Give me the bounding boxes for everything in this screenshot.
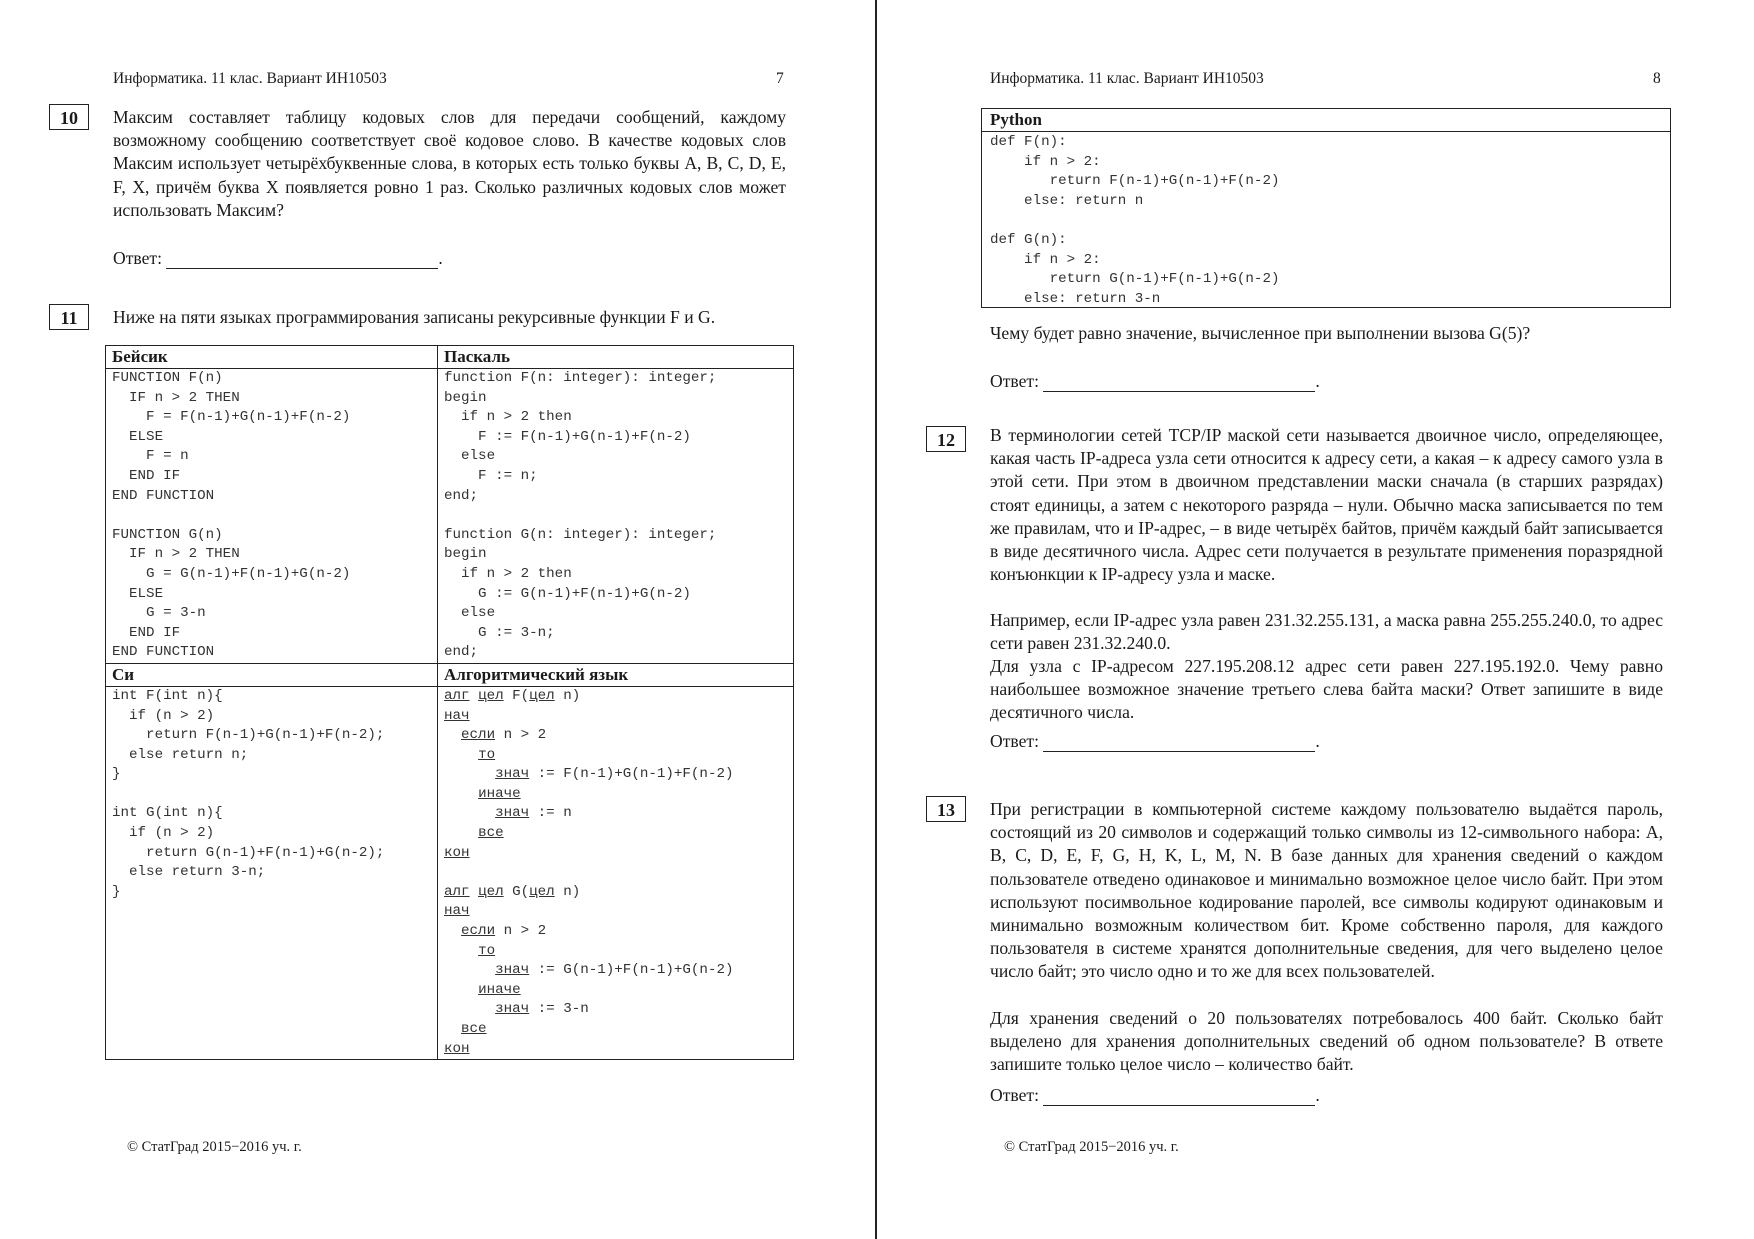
task-11-intro: Ниже на пяти языках программирования записаны рекурсивные функции F и G.	[113, 307, 716, 327]
task-13-question: Для хранения сведений о 20 пользователях потребовалось 400 байт. Сколько байт выделено для хранения дополнительных сведений об одном пользователе? В ответе запишите только целое число – количество байт.	[990, 1008, 1663, 1075]
alg-code: алг цел F(цел n) нач если n > 2 то знач := F(n-1)+G(n-1)+F(n-2) иначе знач := n все кон алг цел G(цел n) нач если n > 2 то знач := G(n-1)+F(n-1)+G(n-2) иначе знач := 3-n все кон	[444, 687, 734, 1057]
python-code-box	[981, 108, 1671, 308]
c-code: int F(int n){ if (n > 2) return F(n-1)+G(n-1)+F(n-2); else return n; } int G(int n){ if (n > 2) return G(n-1)+F(n-1)+G(n-2); else return 3-n; }	[112, 687, 385, 900]
task-13-answer: Ответ: .	[990, 1085, 1320, 1105]
task-12-answer: Ответ: .	[990, 731, 1320, 751]
footer-copyright: © СтатГрад 2015−2016 уч. г.	[127, 1139, 302, 1155]
answer-line[interactable]	[1043, 1087, 1315, 1106]
answer-label: Ответ:	[990, 731, 1039, 751]
basic-title: Бейсик	[106, 346, 438, 369]
page-header-title: Информатика. 11 клас. Вариант ИН10503	[113, 70, 387, 87]
page-header-title: Информатика. 11 клас. Вариант ИН10503	[990, 70, 1264, 87]
answer-label: Ответ:	[990, 1085, 1039, 1105]
footer-copyright: © СтатГрад 2015−2016 уч. г.	[1004, 1139, 1179, 1155]
task-12-question: Для узла с IP-адресом 227.195.208.12 адрес сети равен 227.195.192.0. Чему равно наибольшее возможное значение третьего слева байта маски? Ответ запишите в виде десятичного числа.	[990, 656, 1663, 723]
python-title: Python	[982, 109, 1670, 132]
task-12-example: Например, если IP-адрес узла равен 231.32.255.131, а маска равна 255.255.240.0, то адрес сети равен 231.32.240.0.	[990, 610, 1663, 654]
page-8	[877, 0, 1754, 1239]
task-number-11: 11	[49, 304, 89, 330]
task-10-answer: Ответ: .	[113, 248, 443, 268]
answer-label: Ответ:	[113, 248, 162, 268]
task-13-text: При регистрации в компьютерной системе каждому пользователю выдаётся пароль, состоящий из 20 символов и содержащий только символы из 12-символьного набора: A, B, C, D, E, F, G, H, K, L, M, N. В базе данных для хранения сведений о каждом пользователе отведено одинаковое и минимально возможное целое число байт. При этом используют посимвольное кодирование паролей, все символы кодируют одинаковым и минимально возможным количеством бит. Кроме собственно пароля, для каждого пользователя в системе хранятся дополнительные сведения, для чего выделено целое число байт; это число одно и то же для всех пользователей.	[990, 799, 1663, 982]
answer-label: Ответ:	[990, 371, 1039, 391]
task-number-13: 13	[926, 796, 966, 822]
page-number: 8	[1653, 70, 1661, 87]
code-table	[105, 345, 794, 1060]
alg-title: Алгоритмический язык	[438, 663, 794, 686]
task-number-10: 10	[49, 104, 89, 130]
task-number-12: 12	[926, 426, 966, 452]
task-11-answer: Ответ: .	[990, 371, 1320, 391]
task-10-text: Максим составляет таблицу кодовых слов для передачи сообщений, каждому возможному сообщению соответствует своё кодовое слово. В качестве кодовых слов Максим использует четырёхбуквенные слова, в которых есть только буквы A, B, C, D, E, F, X, причём буква X появляется ровно 1 раз. Сколько различных кодовых слов может использовать Максим?	[113, 107, 786, 220]
answer-line[interactable]	[1043, 733, 1315, 752]
task-12-text: В терминологии сетей TCP/IP маской сети называется двоичное число, определяющее, какая часть IP-адреса узла сети относится к адресу сети, а какая – к адресу самого узла в этой сети. При этом в двоичном представлении маски сначала (в старших разрядах) стоят единицы, а затем с некоторого разряда – нули. Обычно маска записывается по тем же правилам, что и IP-адрес, – в виде четырёх байтов, причём каждый байт записывается в виде десятичного числа. Адрес сети получается в результате применения поразрядной конъюнкции к IP-адресу узла и маске.	[990, 425, 1663, 585]
c-title: Си	[106, 663, 438, 686]
basic-code: FUNCTION F(n) IF n > 2 THEN F = F(n-1)+G(n-1)+F(n-2) ELSE F = n END IF END FUNCTION FUNCTION G(n) IF n > 2 THEN G = G(n-1)+F(n-1)+G(n-2) ELSE G = 3-n END IF END FUNCTION	[112, 370, 351, 661]
pascal-title: Паскаль	[438, 346, 794, 369]
python-code: def F(n): if n > 2: return F(n-1)+G(n-1)+F(n-2) else: return n def G(n): if n > 2: return G(n-1)+F(n-1)+G(n-2) else: return 3-n	[990, 134, 1280, 307]
answer-line[interactable]	[166, 250, 438, 269]
task-11-question: Чему будет равно значение, вычисленное при выполнении вызова G(5)?	[990, 323, 1531, 343]
pascal-code: function F(n: integer): integer; begin if n > 2 then F := F(n-1)+G(n-1)+F(n-2) else F := n; end; function G(n: integer): integer; begin if n > 2 then G := G(n-1)+F(n-1)+G(n-2) else G := 3-n; end;	[444, 370, 717, 661]
answer-line[interactable]	[1043, 373, 1315, 392]
page-number: 7	[776, 70, 784, 87]
